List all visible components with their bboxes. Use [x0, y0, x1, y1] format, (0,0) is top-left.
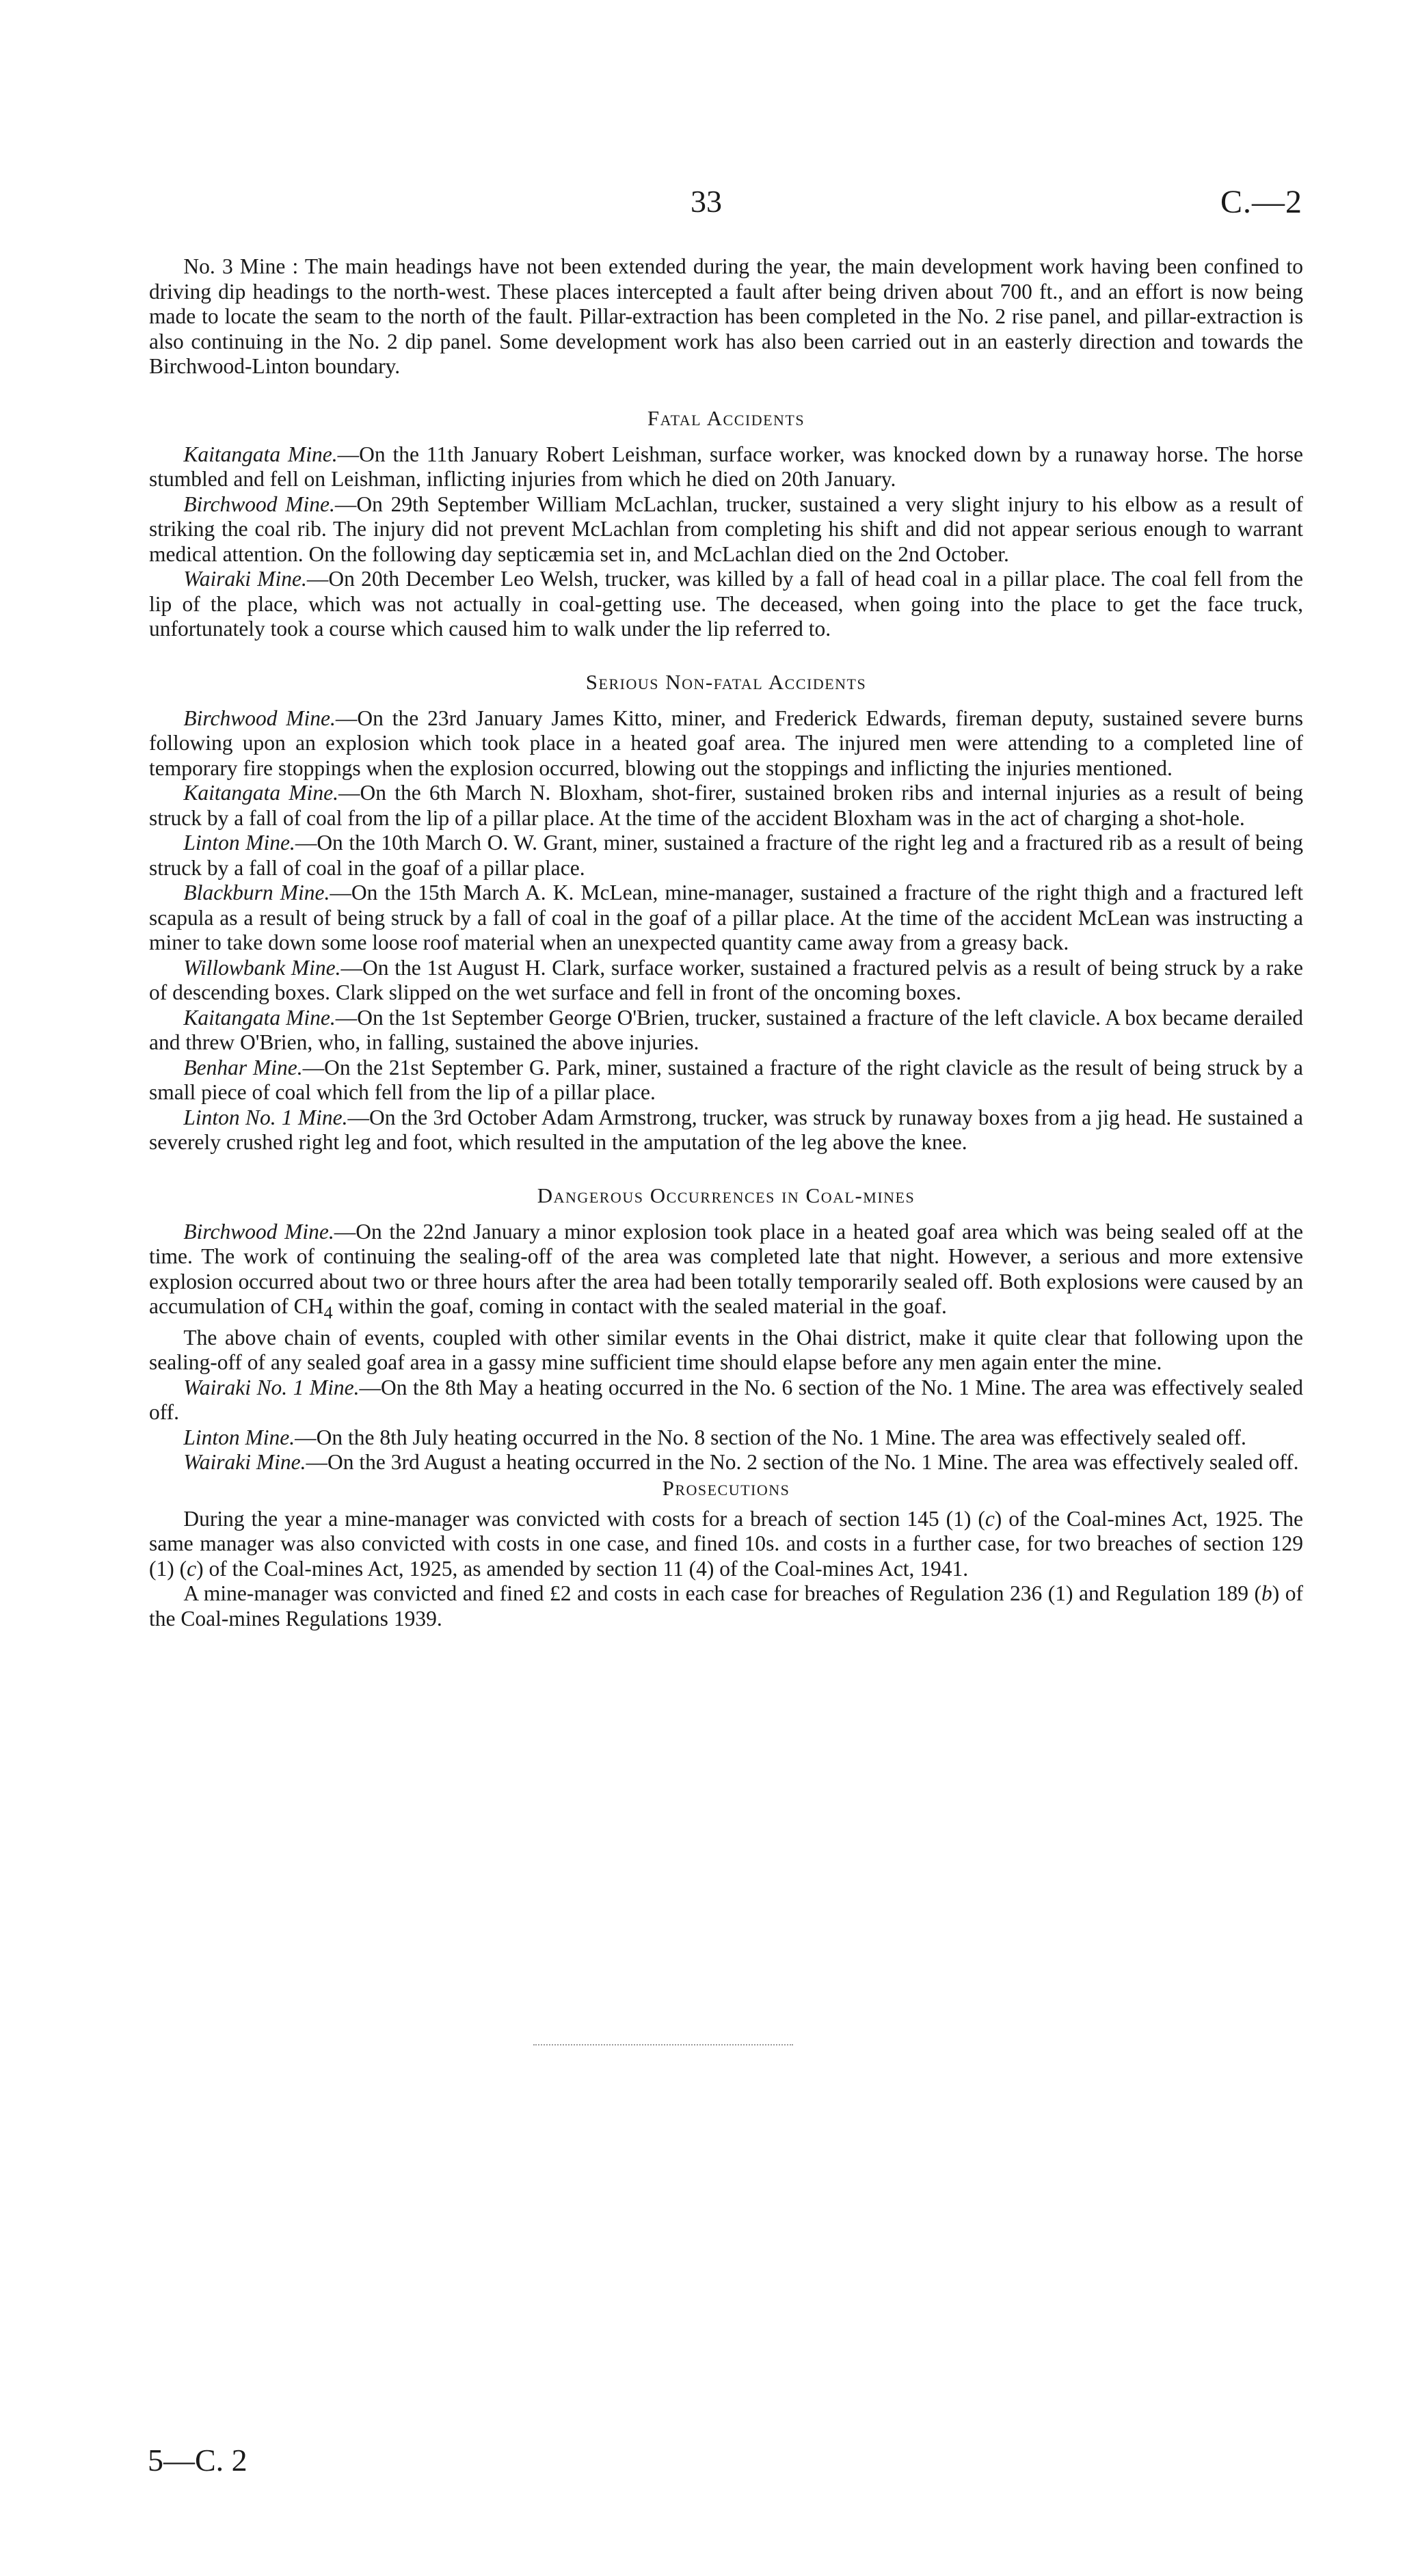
mine-name: Blackburn Mine. — [183, 881, 330, 904]
dangerous-occurrence-item — [149, 1450, 1303, 1475]
mine-name: Kaitangata Mine. — [183, 781, 338, 805]
serious-accidents-list — [149, 706, 1303, 1155]
mine-name: Birchwood Mine. — [183, 492, 335, 516]
accident-text: —On the 1st September George O'Brien, trucker, sustained a fracture of the left clavicle. A box became derailed and threw O'Brien, who, in falling, sustained the above injuries. — [149, 1005, 1303, 1054]
mine-name: Birchwood Mine. — [183, 706, 336, 730]
heading-fatal-accidents: Fatal Accidents — [647, 405, 805, 430]
prosecution-text: A mine-manager was convicted and fined £2 and costs in each case for breaches of Regulation 236 (1) and Regulation 189 ( — [183, 1581, 1261, 1606]
serious-accident-item — [149, 1006, 1303, 1056]
fatal-accident-item — [149, 442, 1303, 492]
mine-name: Kaitangata Mine. — [183, 442, 338, 466]
page-number: 33 — [691, 184, 722, 219]
occurrence-text: —On the 3rd August a heating occurred in the No. 2 section of the No. 1 Mine. The area was effectively sealed off. — [306, 1450, 1299, 1475]
mine-name: Wairaki Mine. — [183, 1450, 306, 1475]
accident-text: —On the 21st September G. Park, miner, sustained a fracture of the right clavicle as the result of being struck by a small piece of coal which fell from the lip of a pillar place. — [149, 1055, 1303, 1104]
prosecution-text: ) of the Coal-mines Act, 1925, as amended by section 11 (4) of the Coal-mines Act, 1941. — [196, 1556, 969, 1581]
accident-text: —On the 3rd October Adam Armstrong, trucker, was struck by runaway boxes from a jig head. He sustained a severely crushed right leg and foot, which resulted in the amputation of the leg above the knee. — [149, 1105, 1303, 1154]
intro-paragraph: No. 3 Mine : The main headings have not been extended during the year, the main development work having been confined to driving dip headings to the north-west. These places intercepted a fault after being driven about 700 ft., and an effort is now being made to locate the seam to the north of the fault. Pillar-extraction has been completed in the No. 2 rise panel, and pillar-extraction is also continuing in the No. 2 dip panel. Some development work has also been carried out in an easterly direction and towards the Birchwood-Linton boundary. — [149, 254, 1303, 378]
serious-accident-item — [149, 781, 1303, 831]
page-body — [149, 254, 1303, 1631]
fatal-accident-item — [149, 567, 1303, 642]
serious-accident-item — [149, 956, 1303, 1006]
series-reference: C.—2 — [1220, 184, 1302, 220]
occurrence-text: —On the 22nd January a minor explosion took place in a heated goaf area which was being sealed off at the time. The work of continuing the sealing-off of the area was completed late that night. However, a serious and more extensive explosion occurred about two or three hours after the area had been totally temporarily sealed off. Both explosions were caused by an accumulation of CH — [149, 1219, 1303, 1318]
accident-text: —On the 10th March O. W. Grant, miner, sustained a fracture of the right leg and a fractured rib as a result of being struck by a fall of coal in the goaf of a pillar place. — [149, 831, 1303, 880]
fatal-accidents-list — [149, 442, 1303, 642]
heading-prosecutions: Prosecutions — [662, 1475, 790, 1500]
mine-name: Linton Mine. — [183, 1425, 295, 1449]
serious-accident-item — [149, 881, 1303, 956]
fatal-accident-item — [149, 492, 1303, 567]
prosecution-paragraph — [149, 1507, 1303, 1582]
prosecutions-section — [149, 1507, 1303, 1632]
prosecution-text: During the year a mine-manager was convicted with costs for a breach of section 145 (1) ( — [183, 1506, 985, 1531]
serious-accident-item — [149, 706, 1303, 781]
serious-accident-item — [149, 831, 1303, 881]
heading-dangerous-occurrences: Dangerous Occurrences in Coal-mines — [537, 1183, 915, 1207]
mine-name: Wairaki No. 1 Mine. — [183, 1375, 360, 1399]
accident-text: —On 29th September William McLachlan, trucker, sustained a very slight injury to his elbow as a result of striking the coal rib. The injury did not prevent McLachlan from completing his shift and did not appear serious enough to warrant medical attention. On the following day septicæmia set in, and McLachlan died on the 2nd October. — [149, 492, 1304, 566]
section-divider — [533, 2044, 793, 2045]
serious-accident-item — [149, 1056, 1303, 1105]
prosecution-text: ) of the Coal-mines Act, 1925. The same manager was also convicted with costs in one case, and fined 10s. and costs in a further case, for two breaches of section 129 (1) ( — [149, 1506, 1303, 1581]
prosecution-paragraph — [149, 1581, 1303, 1631]
mine-name: Birchwood Mine. — [183, 1219, 334, 1244]
dangerous-occurrence-item — [149, 1376, 1303, 1425]
clause-letter: c — [187, 1556, 197, 1581]
serious-accident-item — [149, 1105, 1303, 1155]
dangerous-occurrence-item — [149, 1425, 1303, 1451]
occurrence-text: —On the 8th May a heating occurred in the No. 6 section of the No. 1 Mine. The area was effectively sealed off. — [149, 1375, 1303, 1425]
accident-text: —On the 23rd January James Kitto, miner, and Frederick Edwards, fireman deputy, sustained severe burns following upon an explosion which took place in a heated goaf area. The injured men were attending to a completed line of temporary fire stoppings when the explosion occurred, blowing out the stoppings and inflicting the injuries mentioned. — [149, 706, 1303, 780]
mine-name: Benhar Mine. — [183, 1055, 303, 1079]
accident-text: —On the 6th March N. Bloxham, shot-firer, sustained broken ribs and internal injuries as a result of being struck by a fall of coal from the lip of a pillar place. At the time of the accident Bloxham was in the act of charging a shot-hole. — [149, 781, 1303, 830]
occurrence-text-continued: within the goaf, coming in contact with the sealed material in the goaf. — [332, 1294, 947, 1318]
mine-name: Wairaki Mine. — [183, 567, 307, 591]
occurrence-text: —On the 8th July heating occurred in the No. 8 section of the No. 1 Mine. The area was effectively sealed off. — [295, 1425, 1246, 1449]
mine-name: Willowbank Mine. — [183, 955, 341, 980]
mine-name: Linton No. 1 Mine. — [183, 1105, 348, 1129]
clause-letter: b — [1261, 1581, 1272, 1606]
dangerous-occurrence-item — [149, 1220, 1303, 1326]
mine-name: Kaitangata Mine. — [183, 1005, 336, 1030]
accident-text: —On the 11th January Robert Leishman, surface worker, was knocked down by a runaway horse. The horse stumbled and fell on Leishman, inflicting injuries from which he died on 20th January. — [149, 442, 1303, 491]
dangerous-occurrence-note: The above chain of events, coupled with other similar events in the Ohai district, make it quite clear that following upon the sealing-off of any sealed goaf area in a gassy mine sufficient time should elapse before any men again enter the mine. — [149, 1325, 1303, 1375]
clause-letter: c — [985, 1506, 995, 1531]
mine-name: Linton Mine. — [183, 831, 295, 855]
accident-text: —On the 15th March A. K. McLean, mine-manager, sustained a fracture of the right thigh and a fractured left scapula as a result of being struck by a fall of coal in the goaf of a pillar place. At the time of the accident McLean was instructing a miner to take down some loose roof material when an unexpected quantity came away from a greasy back. — [149, 881, 1304, 954]
prosecution-text: ) of the Coal-mines Regulations 1939. — [149, 1581, 1303, 1631]
footer-reference: 5—C. 2 — [148, 2443, 247, 2478]
heading-serious-non-fatal-accidents: Serious Non-fatal Accidents — [585, 669, 867, 694]
accident-text: —On 20th December Leo Welsh, trucker, was killed by a fall of head coal in a pillar place. The coal fell from the lip of the place, which was not actually in coal-getting use. The deceased, when going into the place to get the face truck, unfortunately took a course which caused him to walk under the lip referred to. — [149, 567, 1303, 641]
chemical-subscript: 4 — [323, 1302, 333, 1323]
dangerous-occurrences-list — [149, 1220, 1303, 1475]
accident-text: —On the 1st August H. Clark, surface worker, sustained a fractured pelvis as a result of being struck by a rake of descending boxes. Clark slipped on the wet surface and fell in front of the oncoming boxes. — [149, 955, 1303, 1004]
